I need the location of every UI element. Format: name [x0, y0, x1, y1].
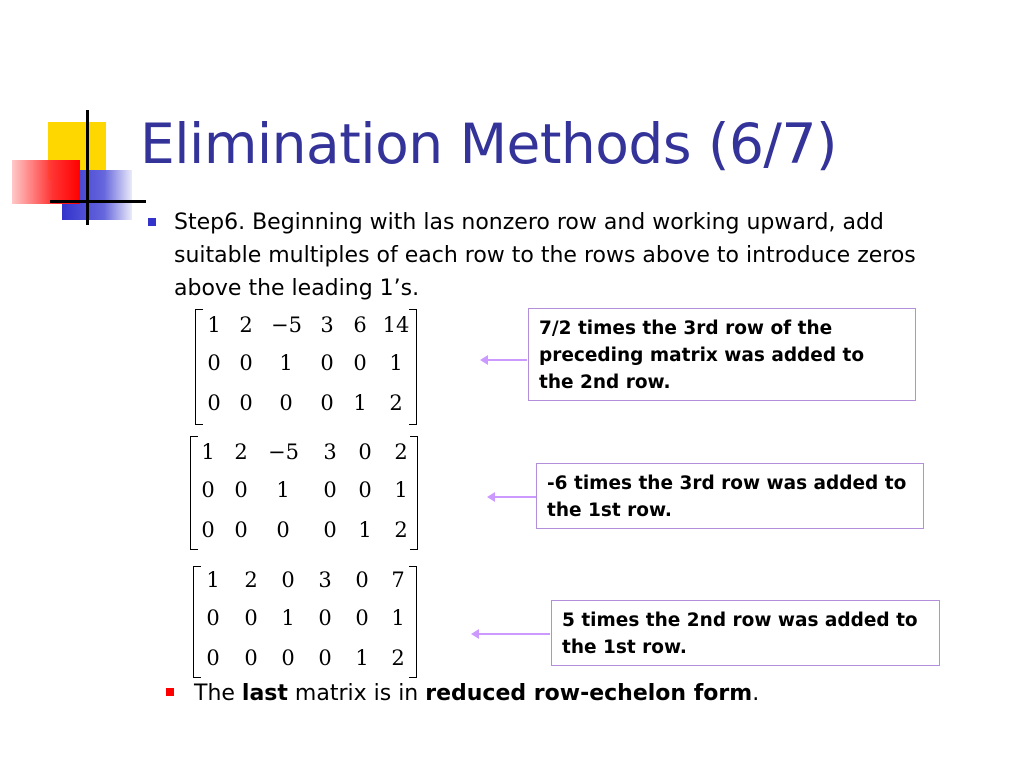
red-square-decoration: [12, 160, 80, 204]
matrix-cell: 0: [276, 518, 290, 542]
matrix-cell: 0: [318, 606, 332, 630]
matrix-cell: 0: [281, 646, 295, 670]
matrix-cell: 2: [391, 646, 405, 670]
matrix-cell: 1: [201, 440, 215, 464]
matrix-cell: 1: [389, 351, 403, 375]
matrix-cell: −5: [268, 440, 299, 464]
matrix-cell: 0: [239, 351, 253, 375]
matrix-cell: 1: [391, 606, 405, 630]
matrix-cell: −5: [271, 313, 302, 337]
matrix-cell: 0: [234, 518, 248, 542]
vertical-line-decoration: [86, 110, 89, 225]
matrix-cell: 6: [353, 313, 367, 337]
arrow-left-icon: [487, 359, 527, 361]
note-box-1: 7/2 times the 3rd row of the preceding matrix was added to the 2nd row.: [528, 308, 916, 401]
conclusion-text: [194, 681, 759, 706]
matrix-cell: 2: [239, 313, 253, 337]
conclusion-suffix: .: [752, 681, 760, 706]
matrix-cell: 0: [323, 478, 337, 502]
matrix-cell: 7: [391, 568, 405, 592]
matrix-cell: 0: [207, 351, 221, 375]
matrix-cell: 1: [207, 313, 221, 337]
matrix-cell: 1: [206, 568, 220, 592]
matrix-cell: 0: [234, 478, 248, 502]
matrix-cell: 0: [279, 391, 293, 415]
matrix-cell: 0: [244, 606, 258, 630]
matrix-2: [190, 436, 418, 550]
matrix-cell: 0: [207, 391, 221, 415]
step-text: Step6. Beginning with las nonzero row and working upward, add suitable multiples of each row to the rows above to introduce zeros above the leading 1’s.: [174, 210, 916, 301]
conclusion-bold-last: last: [241, 681, 288, 706]
matrix-cell: 0: [239, 391, 253, 415]
matrix-cell: 2: [234, 440, 248, 464]
matrix-3: [193, 566, 417, 678]
matrix-cell: 1: [279, 351, 293, 375]
matrix-1: [195, 309, 417, 427]
matrix-cell: 1: [276, 478, 290, 502]
matrix-cell: 1: [358, 518, 372, 542]
arrow-left-icon: [478, 633, 550, 635]
matrix-cell: 3: [323, 440, 337, 464]
matrix-cell: 0: [281, 568, 295, 592]
matrix-cell: 2: [244, 568, 258, 592]
matrix-cell: 2: [389, 391, 403, 415]
bullet-icon: [148, 218, 156, 226]
matrix-cell: 3: [318, 568, 332, 592]
matrix-cell: 0: [320, 351, 334, 375]
matrix-cell: 2: [394, 440, 408, 464]
conclusion-prefix: The: [194, 681, 242, 706]
matrix-cell: 0: [353, 351, 367, 375]
horizontal-line-decoration: [50, 200, 146, 203]
matrix-cell: 1: [394, 478, 408, 502]
matrix-cell: 0: [358, 478, 372, 502]
matrix-cell: 0: [201, 478, 215, 502]
matrix-cell: 0: [318, 646, 332, 670]
matrix-cell: 0: [323, 518, 337, 542]
note-box-2: -6 times the 3rd row was added to the 1st row.: [536, 463, 924, 529]
matrix-cell: 0: [355, 606, 369, 630]
matrix-cell: 1: [355, 646, 369, 670]
matrix-cell: 14: [382, 313, 410, 337]
conclusion-middle: matrix is in: [287, 681, 426, 706]
matrix-cell: 0: [244, 646, 258, 670]
matrix-cell: 0: [206, 646, 220, 670]
matrix-cell: 1: [353, 391, 367, 415]
matrix-cell: 0: [355, 568, 369, 592]
matrix-cell: 3: [320, 313, 334, 337]
matrix-cell: 2: [394, 518, 408, 542]
arrow-left-icon: [494, 496, 536, 498]
matrix-cell: 0: [201, 518, 215, 542]
matrix-cell: 1: [281, 606, 295, 630]
bullet-icon: [166, 688, 174, 696]
slide-title: Elimination Methods (6/7): [140, 112, 837, 176]
matrix-cell: 0: [320, 391, 334, 415]
conclusion-bold-form: reduced row-echelon form: [425, 681, 753, 706]
note-box-3: 5 times the 2nd row was added to the 1st row.: [551, 600, 940, 666]
matrix-cell: 0: [206, 606, 220, 630]
matrix-cell: 0: [358, 440, 372, 464]
